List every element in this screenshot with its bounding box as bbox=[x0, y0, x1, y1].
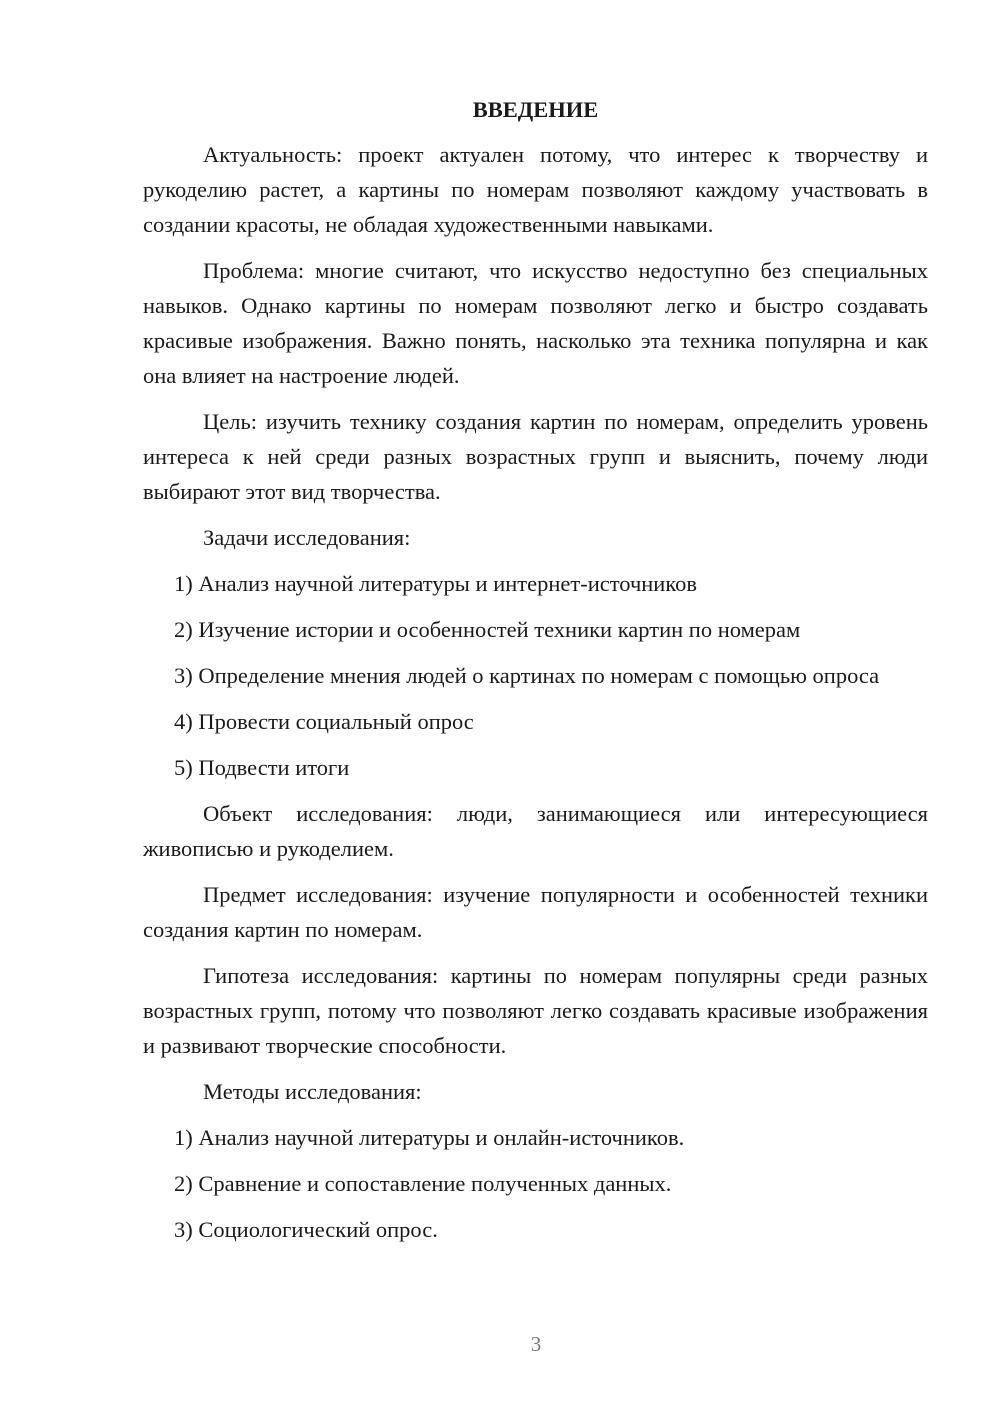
method-item-3: 3) Социологический опрос. bbox=[174, 1217, 438, 1242]
methods-heading: Методы исследования: bbox=[203, 1079, 422, 1104]
object-paragraph: Объект исследования: люди, занимающиеся или интересующиеся живописью и рукоделием. bbox=[143, 801, 928, 861]
subject-paragraph: Предмет исследования: изучение популярности и особенностей техники создания картин по номерам. bbox=[143, 882, 928, 942]
task-item-2: 2) Изучение истории и особенностей техники картин по номерам bbox=[174, 617, 801, 642]
method-item-1: 1) Анализ научной литературы и онлайн-источников. bbox=[174, 1125, 685, 1150]
page-title: ВВЕДЕНИЕ bbox=[472, 97, 599, 122]
problem-paragraph: Проблема: многие считают, что искусство недоступно без специальных навыков. Однако картины по номерам позволяют легко и быстро создавать красивые изображения. Важно понять, насколько эта техника популярна и как она влияет на настроение людей. bbox=[143, 258, 928, 388]
page-number: 3 bbox=[530, 1332, 542, 1356]
goal-paragraph: Цель: изучить технику создания картин по номерам, определить уровень интереса к ней среди разных возрастных групп и выяснить, почему люди выбирают этот вид творчества. bbox=[143, 409, 928, 504]
task-item-5: 5) Подвести итоги bbox=[174, 755, 350, 780]
tasks-heading: Задачи исследования: bbox=[203, 525, 411, 550]
hypothesis-paragraph: Гипотеза исследования: картины по номерам популярны среди разных возрастных групп, потому что позволяют легко создавать красивые изображения и развивают творческие способности. bbox=[143, 963, 928, 1058]
document-page bbox=[143, 92, 928, 1258]
method-item-2: 2) Сравнение и сопоставление полученных данных. bbox=[174, 1171, 672, 1196]
task-item-1: 1) Анализ научной литературы и интернет-источников bbox=[174, 571, 698, 596]
task-item-4: 4) Провести социальный опрос bbox=[174, 709, 474, 734]
relevance-paragraph: Актуальность: проект актуален потому, что интерес к творчеству и рукоделию растет, а картины по номерам позволяют каждому участвовать в создании красоты, не обладая художественными навыками. bbox=[143, 142, 928, 237]
task-item-3: 3) Определение мнения людей о картинах по номерам с помощью опроса bbox=[174, 663, 880, 688]
